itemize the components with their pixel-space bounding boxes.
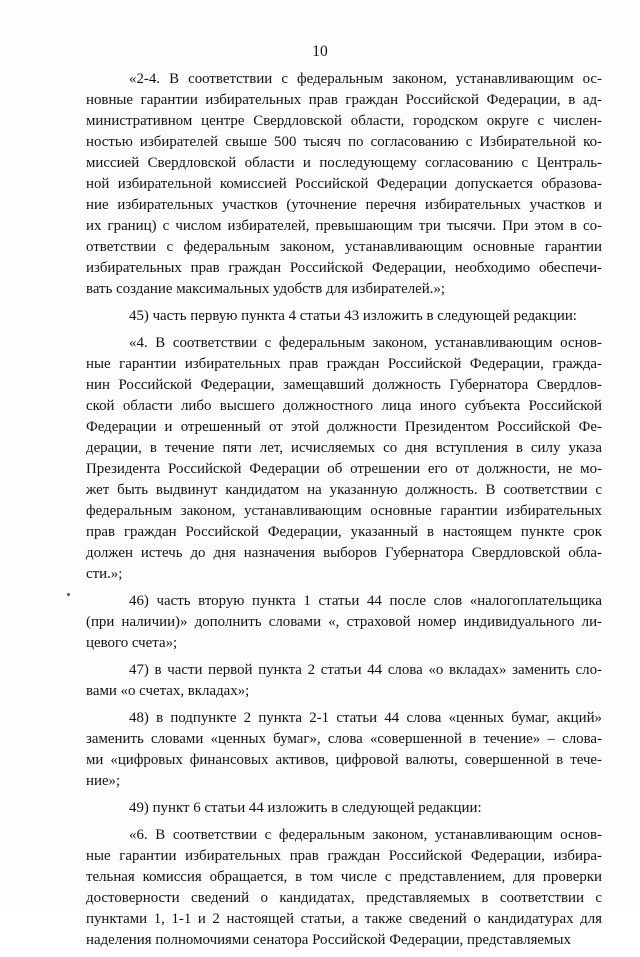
text-line: жет быть выдвинут кандидатом на указанную должность. В соответствии с	[86, 482, 602, 498]
text-line: их границ) с числом избирателей, превышающим три тысячи. При этом в со-	[86, 218, 602, 234]
text-line: ностью избирателей свыше 500 тысяч по согласованию с Избирательной ко-	[86, 134, 602, 150]
paragraph-p-48	[86, 708, 602, 792]
page-number: 10	[312, 43, 328, 60]
text-line: ные гарантии избирательных прав граждан Российской Федерации, избира-	[86, 848, 602, 864]
text-line: прав граждан Российской Федерации, указанный в настоящем пункте срок	[86, 524, 602, 540]
text-line: миссией Свердловской области и последующему согласованию с Централь-	[86, 155, 602, 171]
scan-artifact-dot	[67, 593, 70, 596]
text-line: 47) в части первой пункта 2 статьи 44 слова «о вкладах» заменить сло-	[129, 662, 602, 678]
paragraph-p-45	[86, 306, 602, 327]
text-line: 46) часть вторую пункта 1 статьи 44 после слов «налогоплательщика	[129, 593, 602, 609]
text-line: пунктами 1, 1-1 и 2 настоящей статьи, а также сведений о кандидатурах для	[86, 911, 602, 927]
paragraph-p-49	[86, 798, 602, 819]
paragraph-p-4	[86, 333, 602, 585]
text-line: министративном центре Свердловской области, городском округе с числен-	[86, 113, 602, 129]
text-line: ние избирательных участков (уточнение перечня избирательных участков и	[86, 197, 602, 213]
paragraph-p-2-4	[86, 69, 602, 300]
text-line: дерации, в течение пяти лет, исчисляемых со дня вступления в силу указа	[86, 440, 602, 456]
text-line: (при наличии)» дополнить словами «, страховой номер индивидуального ли-	[86, 614, 602, 630]
text-line: сти.»;	[86, 566, 123, 582]
paragraph-p-46	[86, 591, 602, 654]
text-line: нин Российской Федерации, замещавший должность Губернатора Свердлов-	[86, 377, 602, 393]
document-body	[86, 69, 602, 957]
text-line: ской области либо высшего должностного лица иного субъекта Российской	[86, 398, 602, 414]
text-line: ответствии с федеральным законом, устанавливающим основные гарантии	[86, 239, 602, 255]
paragraph-p-47	[86, 660, 602, 702]
text-line: тельная комиссия обращается, в том числе с представлением, для проверки	[86, 869, 602, 885]
text-line: 48) в подпункте 2 пункта 2-1 статьи 44 слова «ценных бумаг, акций»	[129, 710, 602, 726]
text-line: заменить словами «ценных бумаг», слова «совершенной в течение» – слова-	[86, 731, 602, 747]
text-line: должен истечь до дня назначения выборов Губернатора Свердловской обла-	[86, 545, 602, 561]
text-line: ние»;	[86, 773, 121, 789]
text-line: ной избирательной комиссией Российской Федерации допускается образова-	[86, 176, 602, 192]
text-line: избирательных прав граждан Российской Федерации, необходимо обеспечи-	[86, 260, 602, 276]
text-line: ми «цифровых финансовых активов, цифровой валюты, совершенной в тече-	[86, 752, 602, 768]
text-line: Федерации и отрешенный от этой должности Президентом Российской Фе-	[86, 419, 602, 435]
paragraph-p-6	[86, 825, 602, 951]
text-line: Президента Российской Федерации об отрешении его от должности, не мо-	[86, 461, 602, 477]
text-line: новные гарантии избирательных прав граждан Российской Федерации, в ад-	[86, 92, 602, 108]
text-line: ные гарантии избирательных прав граждан Российской Федерации, гражда-	[86, 356, 602, 372]
text-line: 45) часть первую пункта 4 статьи 43 изложить в следующей редакции:	[129, 308, 577, 324]
text-line: вами «о счетах, вкладах»;	[86, 683, 250, 699]
text-line: «6. В соответствии с федеральным законом, устанавливающим основ-	[129, 827, 602, 843]
text-line: федеральным законом, устанавливающим основные гарантии избирательных	[86, 503, 602, 519]
text-line: цевого счета»;	[86, 635, 178, 651]
text-line: «4. В соответствии с федеральным законом, устанавливающим основ-	[129, 335, 602, 351]
text-line: наделения полномочиями сенатора Российской Федерации, представляемых	[86, 932, 571, 948]
text-line: 49) пункт 6 статьи 44 изложить в следующей редакции:	[129, 800, 482, 816]
text-line: «2-4. В соответствии с федеральным законом, устанавливающим ос-	[129, 71, 602, 87]
text-line: достоверности сведений о кандидатах, представляемых в соответствии с	[86, 890, 602, 906]
text-line: вать создание максимальных удобств для избирателей.»;	[86, 281, 446, 297]
